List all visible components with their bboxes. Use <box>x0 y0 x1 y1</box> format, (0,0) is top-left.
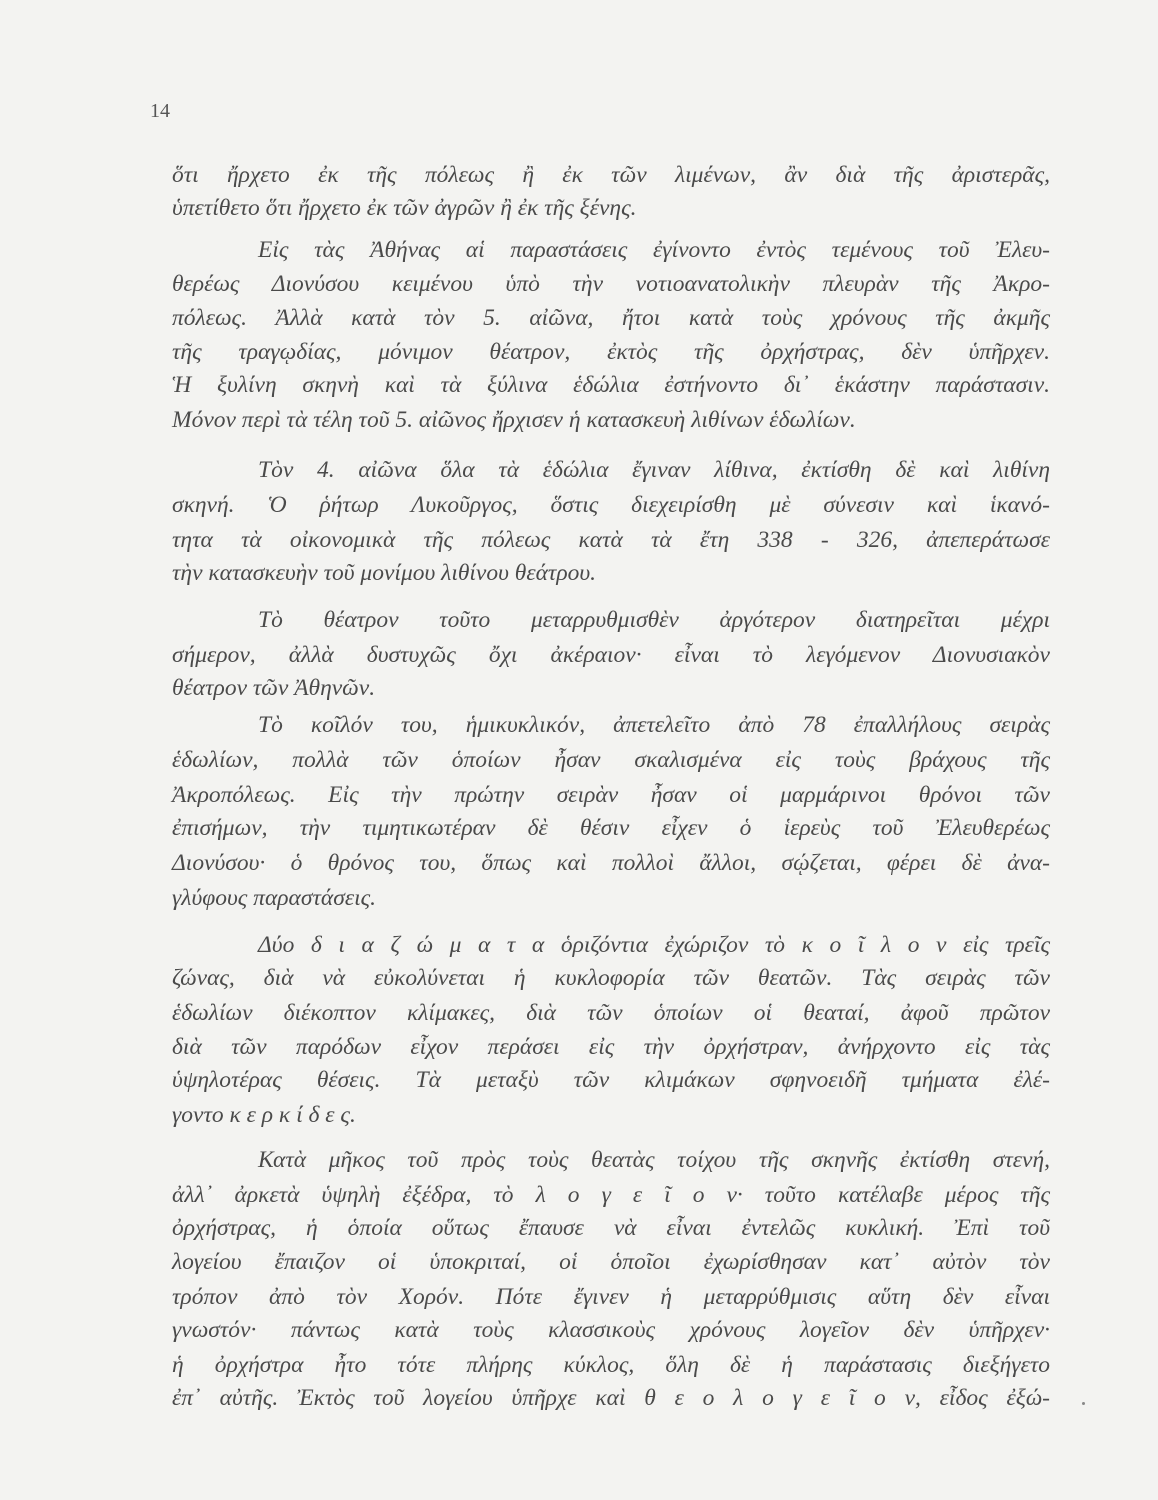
text-line: ζώνας, διὰ νὰ εὐκολύνεται ἡ κυκλοφορία τῶν θεατῶν. Τὰς σειρὰς τῶν <box>172 965 1050 991</box>
text-line: γοντο κ ε ρ κ ί δ ε ς. <box>172 1102 356 1128</box>
text-line: ὅτι ἤρχετο ἐκ τῆς πόλεως ἢ ἐκ τῶν λιμένων, ἂν διὰ τῆς ἀριστερᾶς, <box>172 162 1050 188</box>
text-line: πόλεως. Ἀλλὰ κατὰ τὸν 5. αἰῶνα, ἤτοι κατὰ τοὺς χρόνους τῆς ἀκμῆς <box>172 305 1050 331</box>
page-number: 14 <box>150 100 170 122</box>
text-line: ὑπετίθετο ὅτι ἤρχετο ἐκ τῶν ἀγρῶν ἢ ἐκ τῆς ξένης. <box>172 195 637 221</box>
text-line: ἑδωλίων, πολλὰ τῶν ὁποίων ἦσαν σκαλισμένα εἰς τοὺς βράχους τῆς <box>172 747 1050 773</box>
text-line: Τὸ θέατρον τοῦτο μεταρρυθμισθὲν ἀργότερον διατηρεῖται μέχρι <box>258 607 1050 633</box>
text-line: τητα τὰ οἰκονομικὰ τῆς πόλεως κατὰ τὰ ἔτη 338 - 326, ἀπεπεράτωσε <box>172 527 1050 553</box>
text-line: ὀρχήστρας, ἡ ὁποία οὕτως ἔπαυσε νὰ εἶναι ἐντελῶς κυκλική. Ἐπὶ τοῦ <box>172 1215 1050 1241</box>
text-line: τὴν κατασκευὴν τοῦ μονίμου λιθίνου θεάτρου. <box>172 560 597 586</box>
text-line: Διονύσου· ὁ θρόνος του, ὅπως καὶ πολλοὶ ἄλλοι, σῴζεται, φέρει δὲ ἀνα- <box>172 850 1050 876</box>
text-line: ἑδωλίων διέκοπτον κλίμακες, διὰ τῶν ὁποίων οἱ θεαταί, ἀφοῦ πρῶτον <box>172 1000 1050 1026</box>
text-line: σκηνή. Ὁ ῥήτωρ Λυκοῦργος, ὅστις διεχειρίσθη μὲ σύνεσιν καὶ ἱκανό- <box>172 492 1050 518</box>
text-line: ἐπισήμων, τὴν τιμητικωτέραν δὲ θέσιν εἶχεν ὁ ἱερεὺς τοῦ Ἐλευθερέως <box>172 815 1050 841</box>
text-line: ὑψηλοτέρας θέσεις. Τὰ μεταξὺ τῶν κλιμάκων σφηνοειδῆ τμήματα ἐλέ- <box>172 1067 1050 1093</box>
text-line: Δύο δ ι α ζ ώ μ α τ α ὁριζόντια ἐχώριζον τὸ κ ο ῖ λ ο ν εἰς τρεῖς <box>258 932 1050 958</box>
text-line: Τὸν 4. αἰῶνα ὅλα τὰ ἑδώλια ἔγιναν λίθινα, ἐκτίσθη δὲ καὶ λιθίνη <box>258 457 1050 483</box>
text-line: ἀλλ᾿ ἀρκετὰ ὑψηλὴ ἐξέδρα, τὸ λ ο γ ε ῖ ο ν· τοῦτο κατέλαβε μέρος τῆς <box>172 1182 1050 1208</box>
text-line: διὰ τῶν παρόδων εἶχον περάσει εἰς τὴν ὀρχήστραν, ἀνήρχοντο εἰς τὰς <box>172 1034 1050 1060</box>
text-line: τῆς τραγῳδίας, μόνιμον θέατρον, ἐκτὸς τῆς ὀρχήστρας, δὲν ὑπῆρχεν. <box>172 339 1050 365</box>
text-line: θέατρον τῶν Ἀθηνῶν. <box>172 675 376 701</box>
text-line: σήμερον, ἀλλὰ δυστυχῶς ὄχι ἀκέραιον· εἶναι τὸ λεγόμενον Διονυσιακὸν <box>172 642 1050 668</box>
text-line: ἡ ὀρχήστρα ἦτο τότε πλήρης κύκλος, ὅλη δὲ ἡ παράστασις διεξήγετο <box>172 1352 1050 1378</box>
text-line: Κατὰ μῆκος τοῦ πρὸς τοὺς θεατὰς τοίχου τῆς σκηνῆς ἐκτίσθη στενή, <box>258 1147 1050 1173</box>
text-line: Μόνον περὶ τὰ τέλη τοῦ 5. αἰῶνος ἤρχισεν ἡ κατασκευὴ λιθίνων ἑδωλίων. <box>172 407 856 433</box>
text-line: γνωστόν· πάντως κατὰ τοὺς κλασσικοὺς χρόνους λογεῖον δὲν ὑπῆρχεν· <box>172 1317 1050 1343</box>
text-line: Ἀκροπόλεως. Εἰς τὴν πρώτην σειρὰν ἦσαν οἱ μαρμάρινοι θρόνοι τῶν <box>172 782 1050 808</box>
text-line: ἐπ᾿ αὐτῆς. Ἐκτὸς τοῦ λογείου ὑπῆρχε καὶ θ ε ο λ ο γ ε ῖ ο ν, εἶδος ἐξώ- <box>172 1385 1050 1411</box>
text-line: λογείου ἔπαιζον οἱ ὑποκριταί, οἱ ὁποῖοι ἐχωρίσθησαν κατ᾿ αὐτὸν τὸν <box>172 1249 1050 1275</box>
text-line: Εἰς τὰς Ἀθήνας αἱ παραστάσεις ἐγίνοντο ἐντὸς τεμένους τοῦ Ἐλευ- <box>258 237 1050 263</box>
text-line: γλύφους παραστάσεις. <box>172 885 377 911</box>
text-line: τρόπον ἀπὸ τὸν Χορόν. Πότε ἔγινεν ἡ μεταρρύθμισις αὕτη δὲν εἶναι <box>172 1284 1050 1310</box>
text-line: θερέως Διονύσου κειμένου ὑπὸ τὴν νοτιοανατολικὴν πλευρὰν τῆς Ἀκρο- <box>172 271 1050 297</box>
text-line: Τὸ κοῖλόν του, ἡμικυκλικόν, ἀπετελεῖτο ἀπὸ 78 ἐπαλλήλους σειρὰς <box>258 712 1050 738</box>
scan-speck <box>1082 1402 1085 1405</box>
text-line: Ἡ ξυλίνη σκηνὴ καὶ τὰ ξύλινα ἑδώλια ἐστήνοντο δι᾿ ἑκάστην παράστασιν. <box>172 372 1050 398</box>
